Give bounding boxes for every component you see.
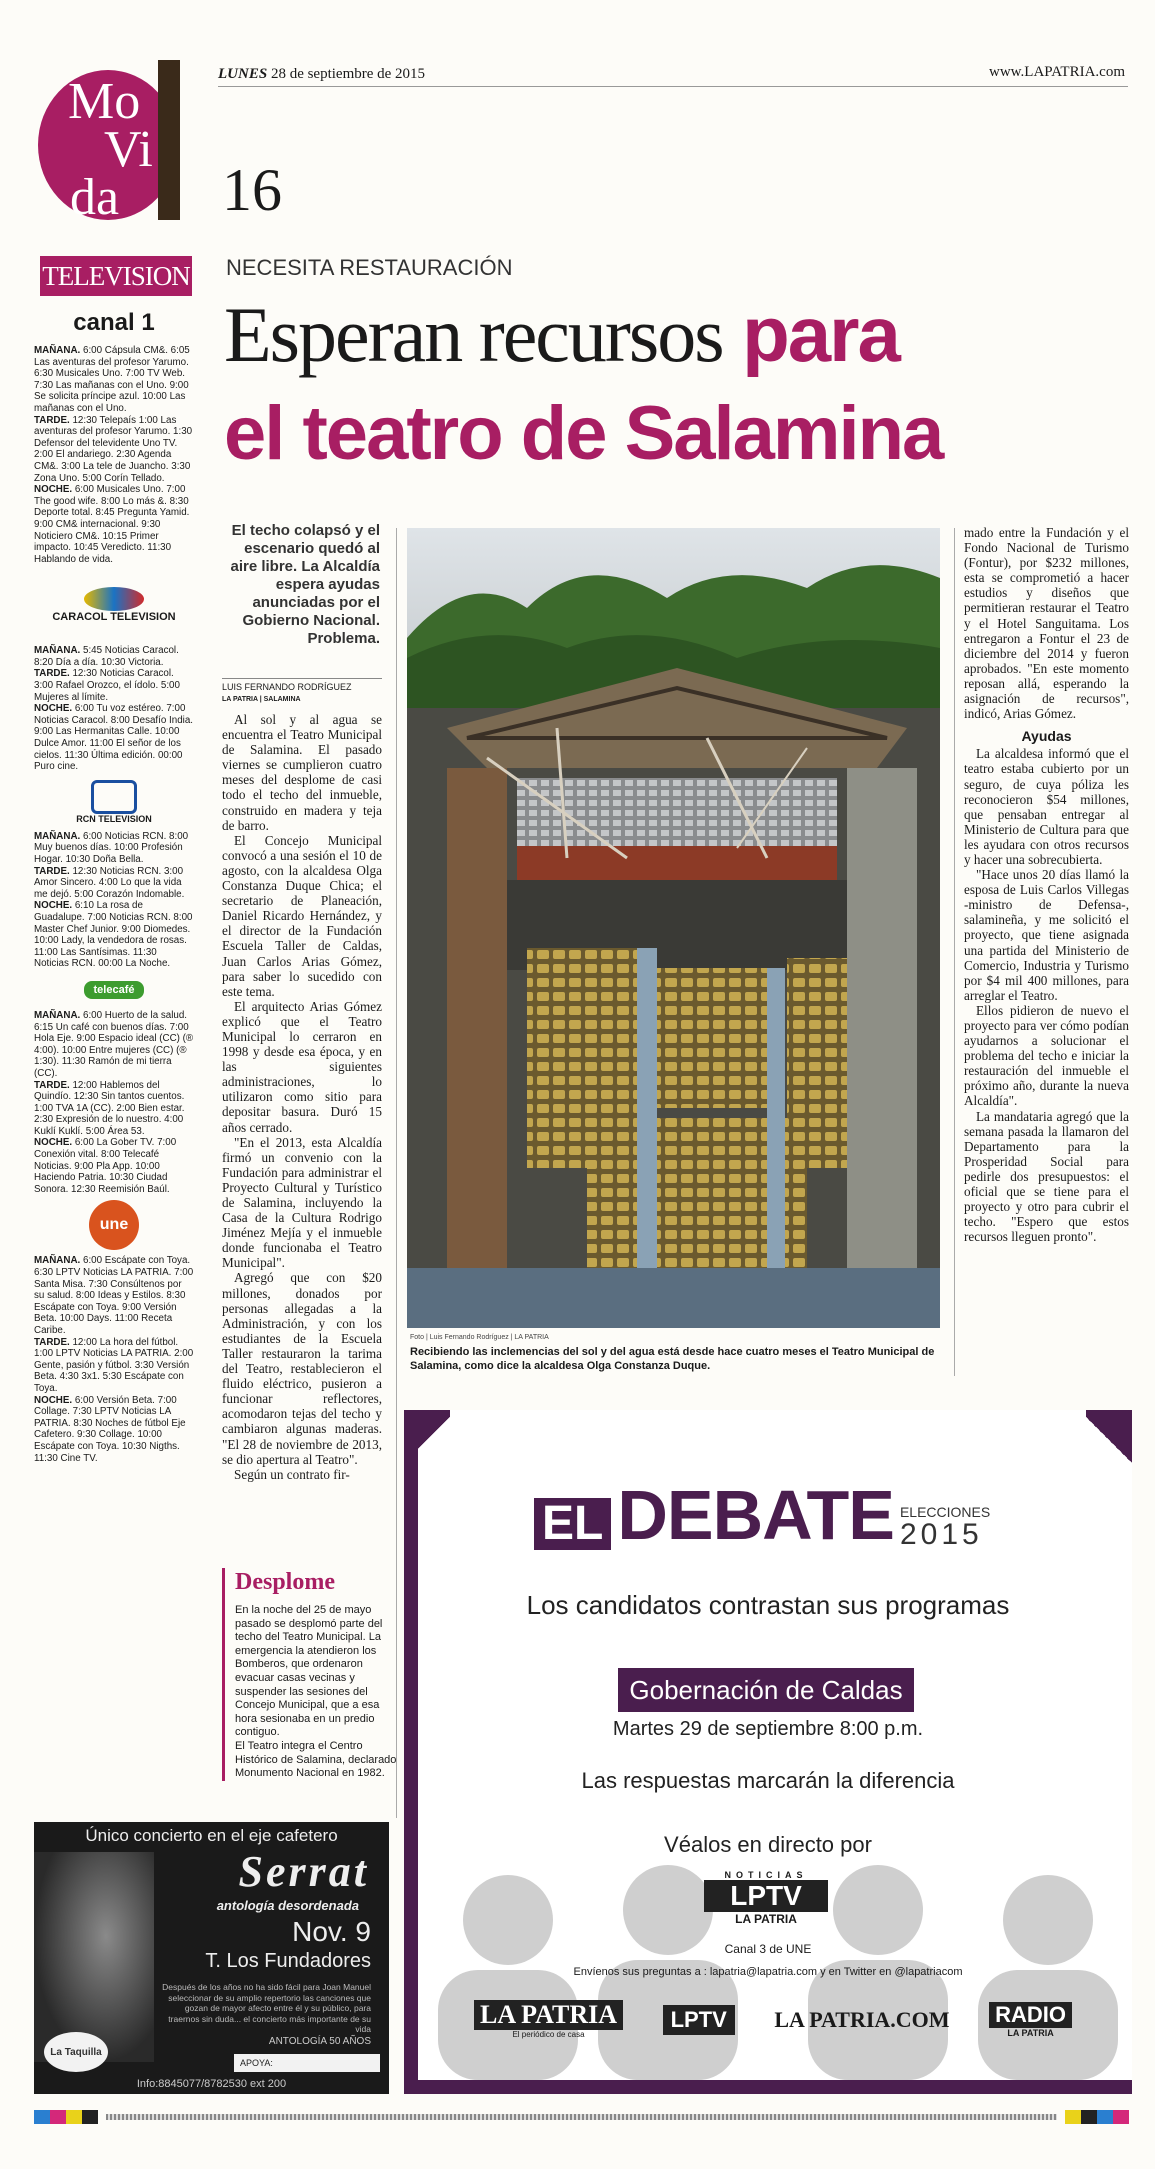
caracol-schedule: [34, 645, 194, 773]
theater-photo: [407, 528, 940, 1328]
body-paragraph: Ellos pidieron de nuevo el proyecto para ver cómo podían ayudarnos a solucionar el problema del techo e iniciar la restauración del inmueble el próximo año, durante la nueva Alcaldía".: [964, 1002, 1129, 1109]
serrat-tour: ANTOLOGÍA 50 AÑOS: [268, 2036, 371, 2047]
serrat-venue: T. Los Fundadores: [205, 1950, 371, 1972]
body-paragraph: El Concejo Municipal convocó a una sesión el 10 de agosto, con la alcaldesa Olga Constanza Duque Chica; el secretario de Planeación, Daniel Ricardo Hernández, y el director de la Fundación Escuela Taller de Caldas, Juan Carlos Arias Gómez, para saber lo sucedido con este tema.: [222, 832, 382, 999]
schedule-text: 12:30 Noticias Caracol. 3:00 Rafael Orozco, el ídolo. 5:00 Mujeres al límite.: [34, 668, 180, 703]
column-rule-right: [954, 528, 955, 1376]
debate-slogan: Las respuestas marcarán la diferencia: [581, 1768, 955, 1793]
schedule-text: 6:00 La Gober TV. 7:00 Conexión vital. 8:00 Telecafé Noticias. 9:00 Pla App. 10:00 Haciendo Patria. 10:30 Ciudad Sonora. 12:30 Reemisión Baúl.: [34, 1137, 177, 1195]
footer-lapatria-word: LA PATRIA: [474, 2000, 623, 2030]
caracol-logo-icon: [84, 587, 144, 611]
schedule-label: TARDE.: [34, 1079, 70, 1091]
debate-corner-tr: [1086, 1410, 1132, 1470]
serrat-info: Info:8845077/8782530 ext 200: [136, 2078, 287, 2090]
article-body-col1: [222, 712, 382, 1482]
debate-footer-logos: [474, 2000, 1072, 2039]
body-paragraph: Agregó que con $20 millones, donados por personas allegadas a la Administración, y con los estudiantes de la Escuela Taller restauraron la tarima del Teatro, restablecieron el fluido eléctrico, pusieron a funcionar reflectores, acomodaron tejas del techo y cambiaron algunas maderas. "El 28 de noviembre de 2013, se dio apertura al Teatro".: [222, 1270, 382, 1467]
article-kicker: NECESITA RESTAURACIÓN: [226, 255, 513, 280]
article-lead: El techo colapsó y el escenario quedó al aire libre. La Alcaldía espera ayudas anunciadas por el Gobierno Nacional. Problema.: [230, 522, 380, 647]
print-color-bar: [34, 2110, 1129, 2124]
article-author-org: LA PATRIA | SALAMINA: [222, 696, 301, 703]
body-paragraph: Al sol y al agua se encuentra el Teatro Municipal de Salamina. El pasado viernes se cumplieron cuatro meses del desplome de casi todo el techo del inmueble, construido en madera y teja de barro.: [222, 712, 382, 833]
footer-logo-lapatria: [474, 2000, 623, 2039]
desplome-box: [222, 1568, 400, 1781]
schedule-text: 12:00 La hora del fútbol. 1:00 LPTV Noticias LA PATRIA. 2:00 Gente, pasión y fútbol. 3:30 Versión Beta. 4:30 3x1. 5:30 Escápate con Toya.: [34, 1336, 194, 1394]
headline-plain: Esperan recursos: [224, 291, 723, 378]
debate-word: DEBATE: [617, 1476, 894, 1554]
schedule-text: 5:45 Noticias Caracol. 8:20 Día a día. 10:30 Victoria.: [34, 645, 179, 668]
theater-photo-image: [407, 528, 940, 1328]
canal1-logo: [34, 300, 194, 345]
schedule-text: 6:00 Noticias RCN. 8:00 Muy buenos días. 10:00 Profesión Hogar. 10:30 Doña Bella.: [34, 830, 189, 865]
schedule-label: MAÑANA.: [34, 830, 81, 842]
rcn-logo-icon: [91, 780, 137, 814]
footer-lapatria-sub: El periódico de casa: [512, 2030, 585, 2039]
movida-mo: Mo: [68, 73, 141, 130]
lead-rule: [222, 678, 382, 679]
footer-radio-word: RADIO: [989, 2002, 1072, 2028]
debate-when: Martes 29 de septiembre 8:00 p.m.: [612, 1718, 924, 1740]
schedule-label: MAÑANA.: [34, 345, 81, 356]
schedule-text: 6:00 Tu voz estéreo. 7:00 Noticias Caracol. 8:00 Desafío India. 9:00 Las Hermanitas Calle. 10:00 Dulce Amor. 11:00 El señor de los cielos. 11:30 Última edición. 00:00 Puro cine.: [34, 703, 194, 773]
debate-subtitle: Los candidatos contrastan sus programas: [526, 1590, 1010, 1620]
header-date-rest: 28 de septiembre de 2015: [270, 66, 426, 82]
body-paragraph: El arquitecto Arias Gómez explicó que el Teatro Municipal lo cerraron en 1998 y desde esa época, y en las siguientes administraciones, lo utilizaron como sitio para depositar basura. Duró 15 años cerrado.: [222, 998, 382, 1135]
une-logo-text: une: [89, 1200, 139, 1250]
une-logo: [34, 1195, 194, 1255]
schedule-text: 6:00 Musicales Uno. 7:00 The good wife. 8:00 Lo más &. 8:30 Deporte total. 8:45 Pregunta Yamid. 9:00 CM& internacional. 9:30 Noticiero CM&. 10:15 Primer impacto. 10:45 Veredicto. 11:30 Hablando de vida.: [34, 484, 190, 565]
debate-logo: [534, 1476, 991, 1554]
lptv-bottom: LA PATRIA: [735, 1912, 797, 1926]
schedule-label: TARDE.: [34, 414, 70, 426]
schedule-label: NOCHE.: [34, 484, 73, 496]
column-rule-left: [396, 528, 397, 1818]
footer-logo-lapatriacom: LA PATRIA.COM: [774, 2006, 950, 2032]
movida-bar: [158, 60, 180, 220]
taquilla-logo: La Taquilla: [44, 2032, 108, 2072]
serrat-title: Serrat: [238, 1847, 369, 1896]
desplome-title: Desplome: [235, 1569, 335, 1595]
lptv-top: NOTICIAS: [724, 1870, 808, 1880]
schedule-label: TARDE.: [34, 1336, 70, 1348]
schedule-text: 12:00 Hablemos del Quindío. 12:30 Sin tantos cuentos. 1:00 TVA 1A (CC). 2:00 Bien estar. 2:30 Expresión de lo nuestro. 4:00 Kuklí Kuklí. 5:00 Área 53.: [34, 1079, 185, 1137]
serrat-date: Nov. 9: [292, 1916, 371, 1947]
canal1-logo-text: canal 1: [73, 308, 155, 336]
lptv-word: LPTV: [704, 1880, 828, 1912]
header-date: [218, 66, 425, 83]
article-headline: [224, 292, 899, 377]
telecafe-logo-text: telecafé: [84, 981, 145, 999]
footer-logo-radio: [989, 2002, 1072, 2038]
serrat-portrait: [34, 1852, 154, 2062]
debate-questions: Envíenos sus preguntas a : lapatria@lapatria.com y en Twitter en @lapatriacom: [573, 1966, 963, 1978]
schedule-label: MAÑANA.: [34, 1255, 81, 1267]
caracol-logo: [34, 565, 194, 645]
debate-corner-tl: [404, 1410, 450, 1470]
serrat-apoya: APOYA:: [234, 2054, 380, 2072]
schedule-label: NOCHE.: [34, 1137, 73, 1149]
debate-ad[interactable]: [404, 1410, 1132, 2094]
desplome-text2: El Teatro integra el Centro Histórico de Salamina, declarado Monumento Nacional en 1982.: [235, 1739, 397, 1780]
body-paragraph: La alcaldesa informó que el teatro estaba cubierto por un seguro, de cuya póliza les reconocieron $54 millones, que pensaban entregar al Ministerio de Cultura para que les ayudara con otros recursos y hacer una sobrecubierta.: [964, 746, 1129, 867]
serrat-blurb: Después de los años no ha sido fácil para Joan Manuel seleccionar de su amplio repertorio las canciones que gozan de mayor afecto entre él y su público, para traernos sin duda... el concierto más importante de su vida: [162, 1982, 371, 2034]
debate-elecciones: [900, 1504, 990, 1550]
schedule-label: MAÑANA.: [34, 1009, 81, 1021]
debate-elecciones-label: ELECCIONES: [899, 1504, 991, 1520]
debate-el: EL: [534, 1498, 611, 1550]
body-paragraph: La mandataria agregó que la semana pasada la llamaron del Departamento para la Prosperidad Social para pedirle dos presupuestos: el oficial que se tiene para el proyecto y otro para cubrir el techo. "Espero que estos recursos lleguen pronto".: [964, 1108, 1129, 1245]
debate-watch: Véalos en directo por: [664, 1832, 872, 1857]
schedule-label: MAÑANA.: [34, 645, 81, 657]
movida-vi: Vi: [104, 121, 153, 178]
debate-canal: Canal 3 de UNE: [724, 1942, 812, 1956]
footer-radio-sub: LA PATRIA: [1007, 2027, 1054, 2038]
schedule-text: 12:30 Telepaís 1:00 Las aventuras del profesor Yarumo. 1:30 Defensor del televidente Uno TV. 2:00 El andariego. 2:30 Agenda CM&. 3:00 La tele de Juancho. 3:30 Zona Uno. 5:00 Corín Tellado.: [34, 414, 193, 484]
headline-line2: el teatro de Salamina: [224, 391, 943, 476]
movida-da: da: [70, 169, 120, 226]
header-url[interactable]: www.LAPATRIA.com: [989, 64, 1125, 80]
canal1-schedule: [34, 345, 194, 565]
serrat-tagline: Único concierto en el eje cafetero: [85, 1826, 338, 1845]
schedule-text: 6:00 Cápsula CM&. 6:05 Las aventuras del profesor Yarumo. 6:30 Musicales Uno. 7:00 TV Web. 7:30 Las mañanas con el Uno. 9:00 Se solicita príncipe azul. 10:00 Las mañanas con el Uno.: [34, 345, 190, 414]
debate-year: 2015: [899, 1518, 983, 1551]
article-body-col3: [964, 525, 1129, 1244]
article-subhead: Ayudas: [1021, 728, 1072, 745]
schedule-label: TARDE.: [34, 668, 70, 680]
body-paragraph: Según un contrato fir-: [234, 1466, 350, 1482]
debate-race: Gobernación de Caldas: [618, 1668, 914, 1712]
schedule-text: 6:00 Escápate con Toya. 6:30 LPTV Noticias LA PATRIA. 7:00 Santa Misa. 7:30 Consúltenos por su salud. 8:00 Ideas y Estilos. 8:30 Escápate con Toya. 9:00 Versión Beta. 10:00 Days. 11:00 Receta Caribe.: [34, 1255, 194, 1336]
telecafe-logo: [34, 970, 194, 1010]
schedule-text: 12:30 Noticias RCN. 3:00 Amor Sincero. 4:00 Lo que la vida me dejó. 5:00 Corazón Indomable.: [34, 865, 185, 900]
schedule-text: 6:00 Versión Beta. 7:00 Collage. 7:30 LPTV Noticias LA PATRIA. 8:30 Noches de fútbol Eje Cafetero. 9:30 Collage. 10:00 Escápate con Toya. 10:30 Nigths. 11:30 Cine TV.: [34, 1394, 186, 1464]
page-number: 16: [222, 157, 282, 223]
serrat-subtitle: antología desordenada: [216, 1898, 359, 1913]
tv-heading: TELEVISION: [40, 256, 192, 296]
caracol-logo-text: CARACOL TELEVISION: [52, 611, 176, 624]
schedule-text: 6:10 La rosa de Guadalupe. 7:00 Noticias RCN. 8:00 Master Chef Junior. 9:00 Diomedes. 10:00 Lady, la vendedora de rosas. 11:00 Las Santísimas. 11:30 Noticias RCN. 00:00 La Noche.: [34, 900, 193, 970]
serrat-ad[interactable]: [34, 1822, 389, 2094]
une-schedule: [34, 1255, 194, 1464]
header-day: LUNES: [218, 66, 268, 82]
schedule-label: TARDE.: [34, 865, 70, 877]
rcn-schedule: [34, 831, 194, 970]
photo-caption: Recibiendo las inclemencias del sol y del agua está desde hace cuatro meses el Teatro Municipal de Salamina, como dice la alcaldesa Olga Constanza Duque.: [410, 1346, 935, 1372]
schedule-text: 6:00 Huerto de la salud. 6:15 Un café con buenos días. 7:00 Hola Eje. 9:00 Espacio ideal (CC) (® 4:00). 10:00 Entre mujeres (CC) (® 1:30). 11:30 Ramón de mi tierra (CC).: [34, 1009, 194, 1079]
article-author: LUIS FERNANDO RODRÍGUEZ: [222, 682, 352, 692]
telecafe-schedule: [34, 1010, 194, 1196]
footer-logo-lptv: LPTV: [663, 2005, 735, 2035]
rcn-logo-text: RCN TELEVISION: [76, 813, 152, 824]
headline-accent: para: [742, 290, 899, 378]
desplome-text: En la noche del 25 de mayo pasado se desplomó parte del techo del Teatro Municipal. La emergencia la atendieron los Bomberos, que ordenaron evacuar casas vecinas y suspender las sesiones del Concejo Municipal, que a esa hora sesionaba en un predio contiguo.: [235, 1604, 383, 1739]
schedule-label: NOCHE.: [34, 703, 73, 715]
schedule-label: NOCHE.: [34, 1394, 73, 1406]
body-paragraph: "En el 2013, esta Alcaldía firmó un convenio con la Fundación para administrar el Proyecto Cultural y Turístico de Salamina, incluyendo la Casa de la Cultura Rodrigo Jiménez Mejía y el inmueble donde funcionaba el Teatro Municipal".: [222, 1134, 382, 1271]
tv-listings: [34, 300, 194, 1464]
rcn-logo: [34, 773, 194, 831]
body-paragraph: "Hace unos 20 días llamó la esposa de Luis Carlos Villegas -ministro de Defensa-, salamineña, y me solicitó el proyecto, que tiene asignada una partida del Ministerio de Comercio, Industria y Turismo por $4 mil 400 millones, para arreglar el Teatro.: [964, 867, 1129, 1003]
movida-logo: [38, 60, 188, 230]
photo-credit: Foto | Luis Fernando Rodríguez | LA PATRIA: [410, 1334, 549, 1341]
header-rule: [218, 86, 1128, 87]
lptv-logo: [704, 1870, 828, 1936]
body-paragraph: mado entre la Fundación y el Fondo Nacional de Turismo (Fontur), por $232 millones, esta se comprometió a hacer estudios y diseños que permitieran restaurar el Teatro y el Hotel Sanguitama. Los entregaron a Fontur el 23 de diciembre del 2014 y fueron aprobados. "En este momento reposan allá, esperando la asignación de recursos", indicó, Arias Gómez.: [964, 525, 1129, 722]
schedule-label: NOCHE.: [34, 900, 73, 912]
